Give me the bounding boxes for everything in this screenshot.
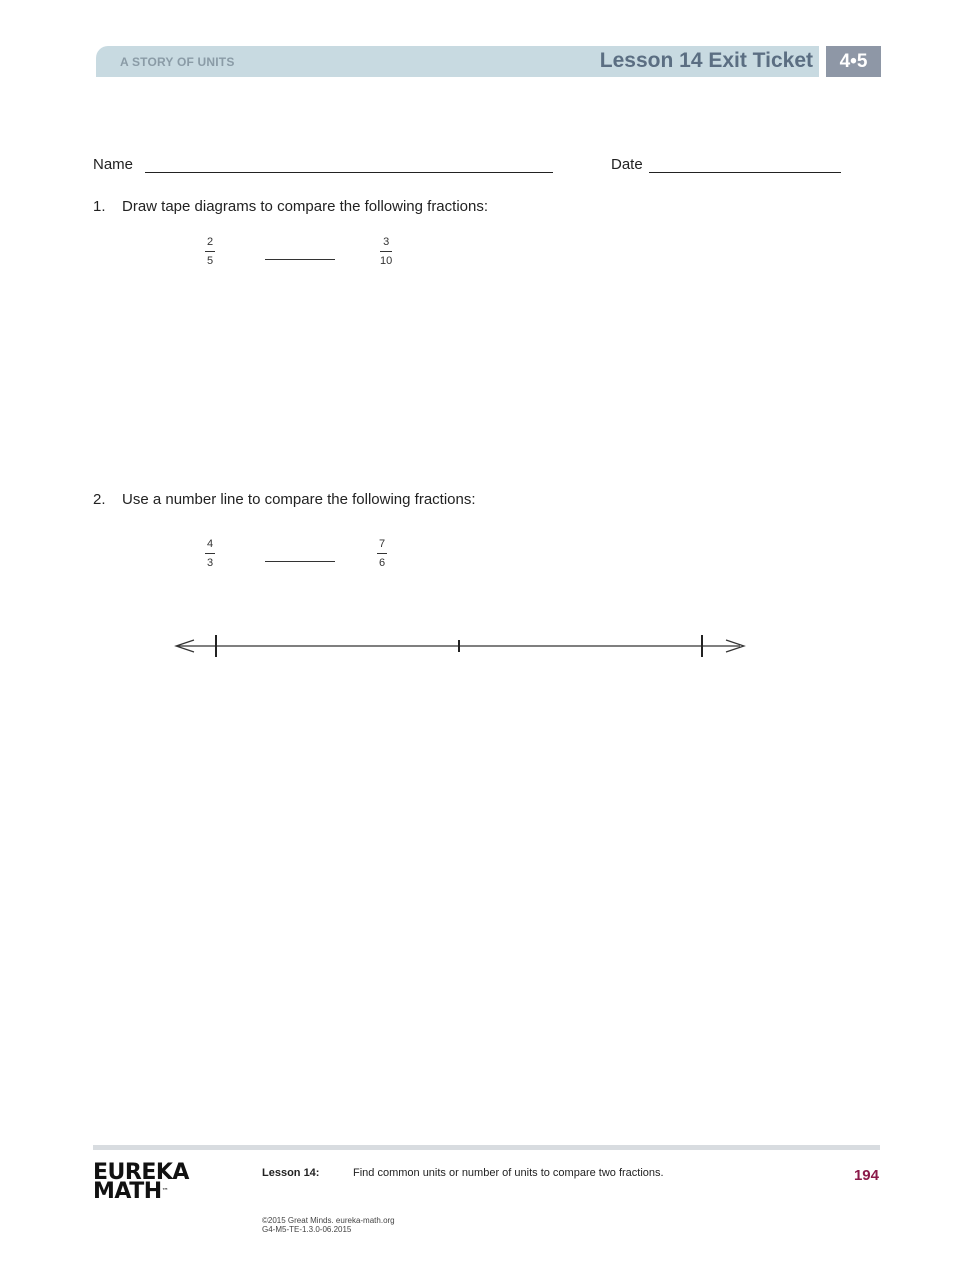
trademark-symbol: ™	[161, 1187, 169, 1195]
footer-lesson-label: Lesson 14:	[262, 1167, 320, 1179]
series-title: A STORY OF UNITS	[120, 55, 235, 69]
fraction-bar	[205, 251, 215, 252]
question-2-left-fraction	[205, 538, 215, 570]
name-field[interactable]	[145, 172, 553, 173]
question-1-number: 1.	[93, 198, 106, 215]
name-label: Name	[93, 156, 134, 173]
fraction-numerator: 3	[383, 236, 390, 248]
page-number: 194	[853, 1167, 879, 1184]
question-1-left-fraction	[205, 236, 215, 268]
question-1-comparison-blank[interactable]	[265, 259, 335, 260]
document-code: G4-M5-TE-1.3.0-06.2015	[262, 1225, 352, 1234]
date-field[interactable]	[649, 172, 841, 173]
fraction-bar	[205, 553, 215, 554]
grade-module-badge: 4•5	[826, 46, 881, 77]
fraction-bar	[380, 251, 392, 252]
question-2-number: 2.	[93, 491, 106, 508]
logo-word-eureka: EUREKA	[93, 1160, 189, 1185]
eureka-math-logo	[93, 1160, 189, 1204]
copyright-line: ©2015 Great Minds. eureka-math.org	[262, 1216, 395, 1225]
question-2-comparison-blank[interactable]	[265, 561, 335, 562]
footer-lesson-description: Find common units or number of units to compare two fractions.	[353, 1167, 664, 1179]
logo-word-math: MATH	[93, 1179, 162, 1204]
question-1-right-fraction	[380, 236, 392, 268]
lesson-title: Lesson 14 Exit Ticket	[599, 49, 813, 72]
number-line[interactable]	[170, 628, 750, 664]
fraction-denominator: 5	[206, 255, 214, 267]
copyright	[262, 1216, 395, 1234]
question-2-right-fraction	[377, 538, 387, 570]
fraction-numerator: 7	[378, 538, 386, 550]
date-label: Date	[611, 156, 643, 173]
fraction-denominator: 6	[378, 557, 386, 569]
fraction-numerator: 4	[206, 538, 214, 550]
fraction-denominator: 10	[380, 255, 393, 267]
fraction-denominator: 3	[206, 557, 214, 569]
fraction-numerator: 2	[206, 236, 214, 248]
question-2-text: Use a number line to compare the following fractions:	[122, 491, 476, 508]
fraction-bar	[377, 553, 387, 554]
footer-divider	[93, 1145, 880, 1150]
question-1-text: Draw tape diagrams to compare the following fractions:	[122, 198, 489, 215]
